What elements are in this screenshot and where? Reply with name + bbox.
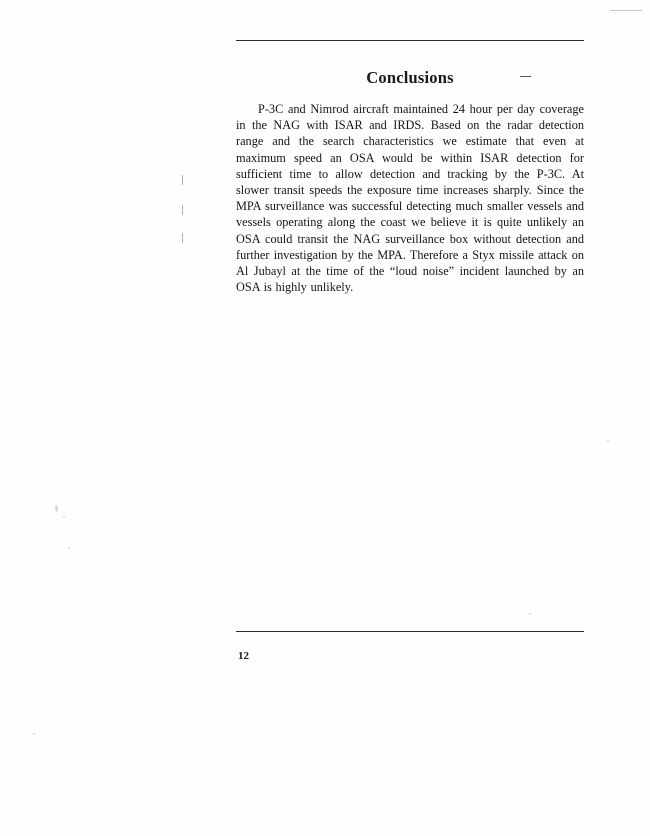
- scan-tick-mark: [182, 175, 183, 185]
- scan-speck: [529, 613, 531, 615]
- section-heading: Conclusions: [366, 68, 454, 87]
- scan-tick-mark: [182, 205, 183, 215]
- footer-rule: [236, 631, 584, 632]
- scan-speck: [607, 440, 609, 442]
- document-body: [236, 40, 584, 295]
- page-number: 12: [238, 650, 249, 662]
- scan-speck: [55, 505, 58, 512]
- section-paragraph: P-3C and Nimrod aircraft maintained 24 hour per day coverage in the NAG with ISAR and IRDS. Based on the radar detection range and the search characteristics we estimate that even at maximum speed an OSA would be within ISAR detection for sufficient time to allow detection and tracking by the P-3C. At slower transit speeds the exposure time increases sharply. Since the MPA surveillance was successful detecting much smaller vessels and vessels operating along the coast we believe it is quite unlikely an OSA could transit the NAG surveillance box without detection and further investigation by the MPA. Therefore a Styx missile attack on Al Jubayl at the time of the “loud noise” incident launched by an OSA is highly unlikely.: [236, 102, 584, 295]
- scan-speck: [63, 516, 65, 518]
- scan-tick-mark: [182, 233, 183, 243]
- scan-speck: [68, 547, 70, 549]
- margin-dash-mark: [520, 76, 531, 77]
- scan-speck: [33, 733, 35, 735]
- scan-edge-mark-top-right: [610, 10, 642, 11]
- header-rule: [236, 40, 584, 41]
